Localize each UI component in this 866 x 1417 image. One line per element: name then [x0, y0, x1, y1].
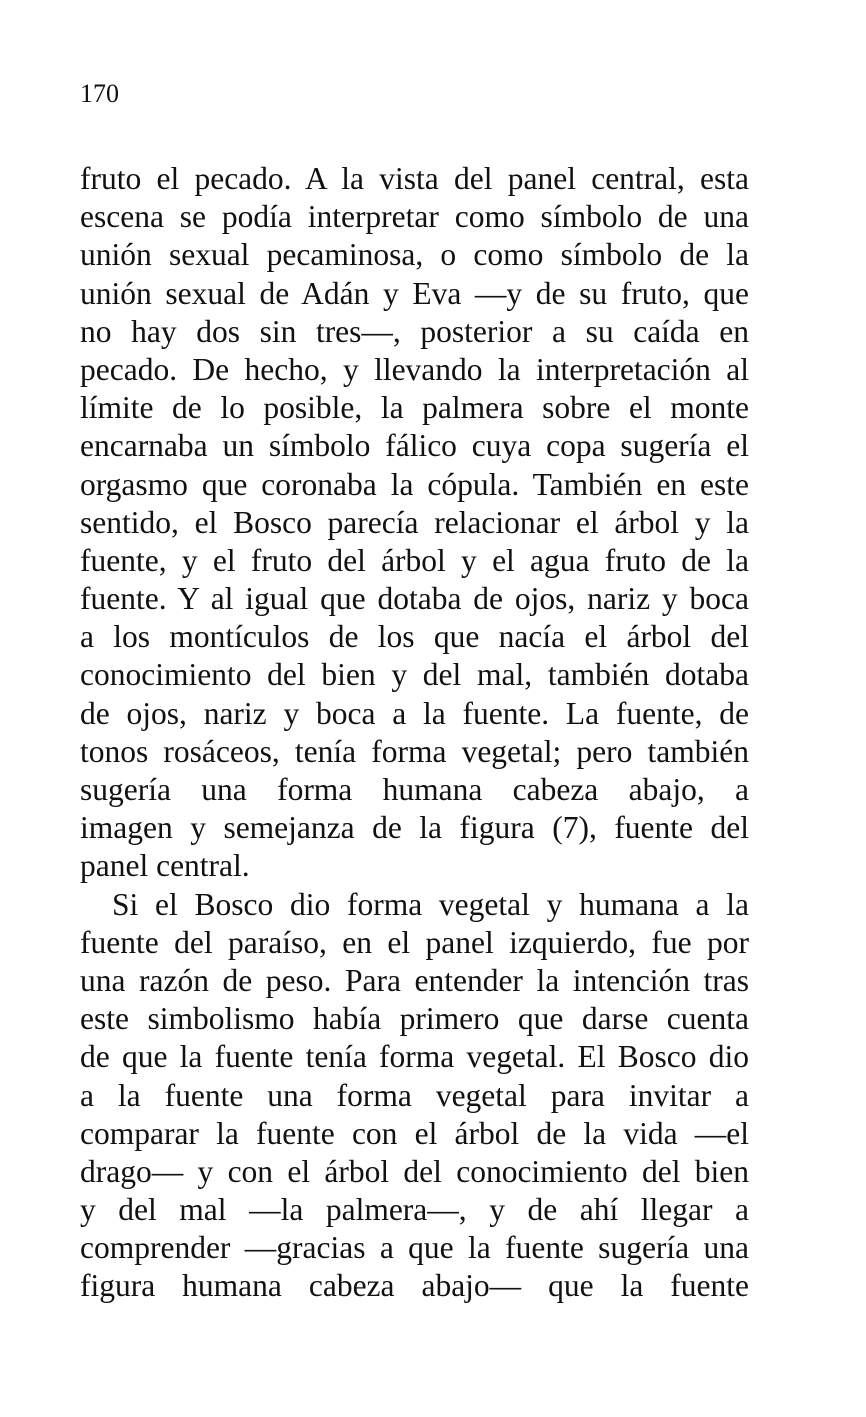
text-line: este simbolismo había primero que darse cuenta: [80, 1001, 749, 1037]
text-line: figura humana cabeza abajo— que la fuente: [80, 1268, 749, 1304]
text-line: unión sexual de Adán y Eva —y de su fruto, que: [80, 275, 749, 311]
text-line: fuente. Y al igual que dotaba de ojos, nariz y boca: [80, 581, 749, 617]
text-line: a la fuente una forma vegetal para invitar a: [80, 1077, 749, 1113]
text-line: sentido, el Bosco parecía relacionar el árbol y la: [80, 504, 749, 540]
text-line: comprender —gracias a que la fuente sugería una: [80, 1230, 749, 1266]
text-line: de que la fuente tenía forma vegetal. El Bosco dio: [80, 1039, 749, 1075]
paragraph-2: [80, 886, 749, 1306]
text-line: Si el Bosco dio forma vegetal y humana a la: [112, 886, 749, 922]
text-line: a los montículos de los que nacía el árbol del: [80, 619, 749, 655]
text-line: conocimiento del bien y del mal, también dotaba: [80, 657, 749, 693]
text-line: límite de lo posible, la palmera sobre el monte: [80, 390, 749, 426]
text-line: fuente del paraíso, en el panel izquierdo, fue por: [80, 924, 749, 960]
text-line: fuente, y el fruto del árbol y el agua fruto de la: [80, 542, 749, 578]
text-line: una razón de peso. Para entender la intención tras: [80, 962, 749, 998]
text-line: orgasmo que coronaba la cópula. También en este: [80, 466, 749, 502]
text-line: no hay dos sin tres—, posterior a su caída en: [80, 313, 749, 349]
text-line: panel central.: [80, 848, 250, 884]
text-line: escena se podía interpretar como símbolo de una: [80, 199, 749, 235]
text-line: y del mal —la palmera—, y de ahí llegar a: [80, 1192, 749, 1228]
paragraph-1: [80, 160, 749, 886]
text-line: drago— y con el árbol del conocimiento del bien: [80, 1153, 749, 1189]
text-line: fruto el pecado. A la vista del panel central, esta: [80, 161, 749, 196]
text-line: tonos rosáceos, tenía forma vegetal; pero también: [80, 733, 749, 769]
text-line: sugería una forma humana cabeza abajo, a: [80, 772, 749, 807]
text-line: pecado. De hecho, y llevando la interpretación al: [80, 351, 749, 387]
page-number: 170: [80, 79, 119, 108]
text-line: imagen y semejanza de la figura (7), fuente del: [80, 810, 749, 846]
text-line: comparar la fuente con el árbol de la vida —el: [80, 1115, 749, 1151]
text-line: de ojos, nariz y boca a la fuente. La fuente, de: [80, 695, 749, 731]
body-text: [80, 160, 749, 1306]
text-line: unión sexual pecaminosa, o como símbolo de la: [80, 237, 749, 273]
text-line: encarnaba un símbolo fálico cuya copa sugería el: [80, 428, 749, 464]
